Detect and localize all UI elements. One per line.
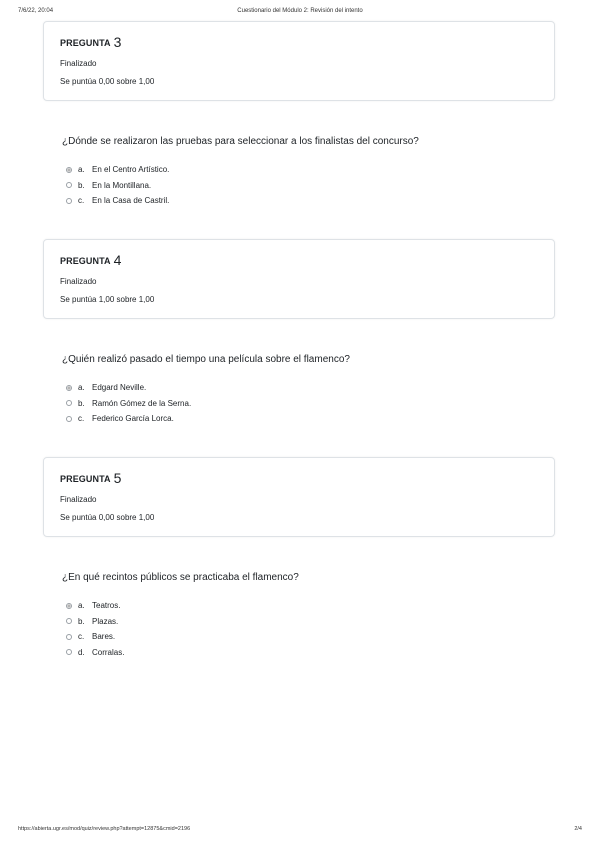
answer-option[interactable] <box>66 614 124 630</box>
answer-letter: c. <box>78 414 85 424</box>
answer-option[interactable] <box>66 411 191 427</box>
answer-letter: c. <box>78 196 85 206</box>
radio-icon[interactable] <box>66 634 72 640</box>
answer-list <box>66 380 191 427</box>
question-info-card <box>43 21 555 101</box>
radio-icon[interactable] <box>66 618 72 624</box>
answer-letter: b. <box>78 180 85 190</box>
radio-checked-icon[interactable] <box>66 167 72 173</box>
answer-text: Corralas. <box>92 647 125 657</box>
print-header <box>18 8 582 20</box>
radio-checked-icon[interactable] <box>66 385 72 391</box>
print-footer <box>18 826 582 836</box>
answer-option[interactable] <box>66 193 169 209</box>
question-grade: Se puntúa 0,00 sobre 1,00 <box>60 513 155 522</box>
answer-option[interactable] <box>66 598 124 614</box>
question-heading <box>60 34 122 50</box>
answer-option[interactable] <box>66 162 169 178</box>
question-text: ¿En qué recintos públicos se practicaba el flamenco? <box>62 572 299 583</box>
answer-text: Teatros. <box>92 601 121 611</box>
page-number: 2/4 <box>574 826 582 832</box>
question-text: ¿Quién realizó pasado el tiempo una película sobre el flamenco? <box>62 354 350 365</box>
print-date: 7/6/22, 20:04 <box>18 8 54 14</box>
answer-letter: d. <box>78 647 85 657</box>
question-info-card <box>43 457 555 537</box>
answer-list <box>66 598 124 660</box>
answer-letter: c. <box>78 632 85 642</box>
question-text: ¿Dónde se realizaron las pruebas para seleccionar a los finalistas del concurso? <box>62 136 419 147</box>
question-label: PREGUNTA <box>60 256 111 266</box>
answer-option[interactable] <box>66 645 124 661</box>
answer-text: Edgard Neville. <box>92 383 147 393</box>
question-number: 4 <box>113 252 122 268</box>
answer-list <box>66 162 169 209</box>
question-state: Finalizado <box>60 277 97 286</box>
answer-letter: a. <box>78 165 85 175</box>
radio-icon[interactable] <box>66 182 72 188</box>
question-state: Finalizado <box>60 495 97 504</box>
question-grade: Se puntúa 0,00 sobre 1,00 <box>60 77 155 86</box>
question-grade: Se puntúa 1,00 sobre 1,00 <box>60 295 155 304</box>
print-title: Cuestionario del Módulo 2: Revisión del intento <box>237 8 363 14</box>
radio-icon[interactable] <box>66 649 72 655</box>
answer-text: Bares. <box>92 632 116 642</box>
question-number: 3 <box>113 34 122 50</box>
question-number: 5 <box>113 470 122 486</box>
question-info-card <box>43 239 555 319</box>
answer-text: Federico García Lorca. <box>92 414 174 424</box>
radio-icon[interactable] <box>66 400 72 406</box>
answer-text: En el Centro Artístico. <box>92 165 170 175</box>
answer-option[interactable] <box>66 178 169 194</box>
answer-letter: b. <box>78 398 85 408</box>
answer-option[interactable] <box>66 380 191 396</box>
question-label: PREGUNTA <box>60 474 111 484</box>
radio-checked-icon[interactable] <box>66 603 72 609</box>
answer-letter: a. <box>78 601 85 611</box>
answer-text: Plazas. <box>92 616 119 626</box>
answer-text: En la Casa de Castril. <box>92 196 170 206</box>
answer-text: Ramón Gómez de la Serna. <box>92 398 192 408</box>
answer-letter: b. <box>78 616 85 626</box>
answer-letter: a. <box>78 383 85 393</box>
answer-option[interactable] <box>66 629 124 645</box>
radio-icon[interactable] <box>66 416 72 422</box>
print-url[interactable]: https://abierta.ugr.es/mod/quiz/review.php?attempt=12875&cmid=2196 <box>18 826 191 832</box>
question-heading <box>60 470 122 486</box>
question-label: PREGUNTA <box>60 38 111 48</box>
question-state: Finalizado <box>60 59 97 68</box>
radio-icon[interactable] <box>66 198 72 204</box>
question-heading <box>60 252 122 268</box>
answer-option[interactable] <box>66 396 191 412</box>
answer-text: En la Montillana. <box>92 180 152 190</box>
